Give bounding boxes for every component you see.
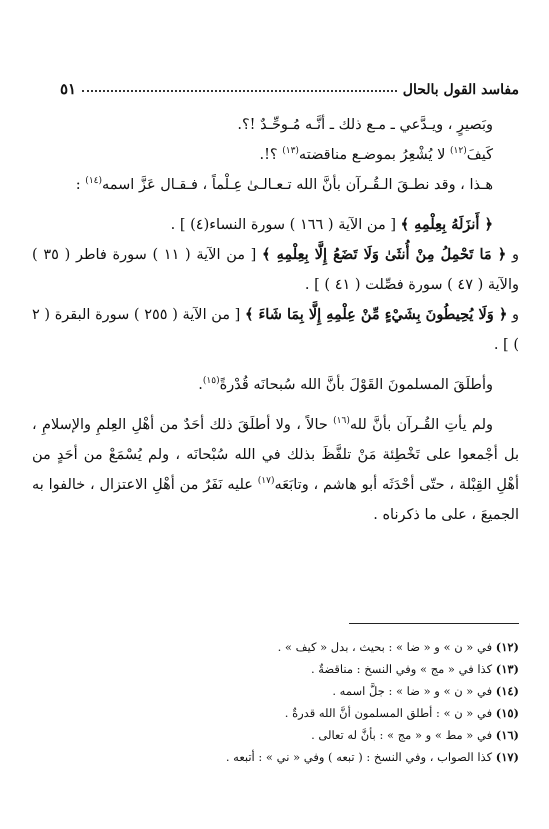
footnote-ref[interactable]: (١٢)	[450, 146, 467, 157]
main-text	[32, 110, 519, 530]
paragraph	[32, 410, 519, 530]
paragraph-text: ولم يأتِ القُـرآن بأنَّ لله	[349, 417, 494, 433]
footnote-ref[interactable]: (١٦)	[333, 416, 350, 427]
footnote	[100, 680, 519, 702]
footnote-text: في « مط » و « مج » : بأنَّ له تعالى .	[311, 728, 496, 742]
footnote-ref[interactable]: (١٣)	[282, 146, 299, 157]
footnote	[100, 746, 519, 768]
footnote-number: (١٦)	[495, 728, 519, 742]
paragraph-text: كَيفَ	[466, 147, 493, 163]
paragraph-text: عليه نَفَرٌ من أهْلِ الاعتزال ، خالفوا به الجميعَ ، على ما ذكرناه .	[32, 477, 519, 523]
paragraph-text: و	[506, 247, 519, 263]
paragraph-text: .	[198, 377, 203, 393]
running-header	[60, 72, 519, 98]
paragraph-text: هـذا ، وقد نطـقَ الـقُـرآن بأنَّ الله تـعـالـىٰ عِـلْماً ، فـقـال عَزَّ اسمه	[102, 177, 493, 193]
footnote	[100, 724, 519, 746]
footnote-number: (١٥)	[495, 706, 519, 720]
paragraph-text: لا يُشْعِرُ بموضـع مناقضته	[298, 147, 450, 163]
paragraph	[32, 170, 519, 200]
quran-citation	[32, 300, 519, 360]
footnote-text: كذا في « مج » وفي النسخ : مناقضةٌ .	[310, 662, 496, 676]
footnote-number: (١٢)	[495, 640, 519, 654]
paragraph	[32, 370, 519, 400]
page-number: ٥١	[60, 80, 77, 98]
quran-citation	[32, 210, 519, 240]
verse-reference: [ من الآية ( ١١ ) سورة فاطر ( ٣٥ ) والآية ( ٤٧ ) سورة فصِّلت ( ٤١ ) ] .	[32, 247, 519, 293]
quran-verse: ﴿ أَنزَلَهُ بِعِلْمِهِ ﴾	[400, 216, 493, 233]
footnote-number: (١٧)	[495, 750, 519, 764]
footnote	[100, 636, 519, 658]
verse-reference: [ من الآية ( ١٦٦ ) سورة النساء(٤) ] .	[170, 217, 401, 233]
paragraph-text: وبَصيرٍ ، ويـدَّعي ـ مـع ذلك ـ أنَّـه مُـوحِّـدٌ !؟.	[237, 117, 493, 133]
paragraph-text: حالاً ، ولا أطلَقَ ذلك أحَدٌ من أهْلِ العِلمِ والإسلامِ ، بل أجْمعوا على تَخْطِئة مَنْ تلفَّظَ بذلك في الله سُبْحانَه ، ولم يُسْمَعْ من أحَدٍ من أهْلِ القِبْلة ، حتّى أحْدَثَه أبو هاشم ، وتابَعَه	[32, 417, 519, 493]
paragraph-text: و	[507, 307, 519, 323]
quran-verse: ﴿ وَلَا يُحِيطُونَ بِشَيْءٍ مِّنْ عِلْمِهِ إِلَّا بِمَا شَاءَ ﴾	[244, 306, 508, 323]
footnote-ref[interactable]: (١٤)	[85, 176, 102, 187]
paragraph	[32, 140, 519, 170]
paragraph	[32, 110, 519, 140]
running-title: مفاسد القول بالحال	[402, 82, 519, 98]
footnote-number: (١٤)	[495, 684, 519, 698]
paragraph-text: وأطلَقَ المسلمونَ القَوْلَ بأنَّ الله سُبحانَه قُدْرةً	[219, 377, 493, 393]
footnote-number: (١٣)	[495, 662, 519, 676]
footnote-text: في « ن » و « ضا » : جلَّ اسمه .	[332, 684, 496, 698]
header-dot-leader	[82, 90, 397, 92]
quran-verse: ﴿ مَا تَحْمِلُ مِنْ أُنثَىٰ وَلَا تَضَعُ إِلَّا بِعِلْمِهِ ﴾	[262, 246, 507, 263]
verse-reference: [ من الآية ( ٢٥٥ ) سورة البقرة ( ٢ ) ] .	[32, 307, 519, 353]
footnote-ref[interactable]: (١٥)	[202, 376, 220, 387]
footnote-text: في « ن » و « ضا » : بحيث ، بدل « كيف » .	[277, 640, 496, 654]
quran-citation	[32, 240, 519, 300]
paragraph-text: ؟!.	[259, 147, 283, 163]
footnote-text: في « ن » : أطلق المسلمون أنَّ الله قدرةٌ .	[284, 706, 496, 720]
footnote-separator	[349, 623, 519, 624]
paragraph-text: :	[75, 177, 86, 193]
footnotes	[100, 636, 519, 768]
footnote	[100, 658, 519, 680]
footnote	[100, 702, 519, 724]
footnote-ref[interactable]: (١٧)	[257, 476, 275, 487]
footnote-text: كذا الصواب ، وفي النسخ : ( تبعه ) وفي « ني » : أتبعه .	[225, 750, 496, 764]
